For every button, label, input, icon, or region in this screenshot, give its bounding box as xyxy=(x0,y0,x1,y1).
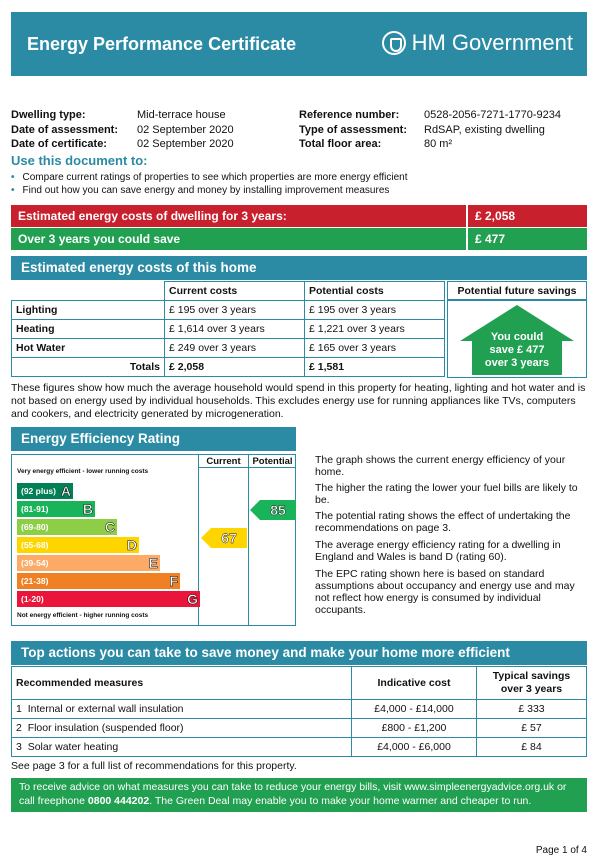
saving-cell: £ 57 xyxy=(477,719,587,738)
cost-cell: £800 - £1,200 xyxy=(352,719,477,738)
current-column-header: Current xyxy=(206,456,241,467)
rating-chart xyxy=(11,454,296,626)
band-f xyxy=(17,573,180,589)
page-title: Energy Performance Certificate xyxy=(27,34,297,54)
measure-cell xyxy=(12,719,352,738)
floor-area-label: Total floor area: xyxy=(299,138,382,150)
house-line: save £ 477 xyxy=(489,344,545,356)
row-label: Heating xyxy=(12,320,165,339)
totals-row xyxy=(12,358,445,377)
advice-footer xyxy=(11,778,587,812)
costs-table xyxy=(11,281,445,377)
row-label: Hot Water xyxy=(12,339,165,358)
saving-cell: £ 84 xyxy=(477,738,587,757)
savings-header xyxy=(477,667,587,700)
saving-cell: £ 333 xyxy=(477,700,587,719)
cost-cell: £4,000 - £14,000 xyxy=(352,700,477,719)
use-bullet xyxy=(11,172,408,183)
measure-number: 3 xyxy=(16,741,22,753)
advice-text: To receive advice on what measures you can take to reduce your energy bills, visit www.simpleenergyadvice.org.uk or call freephone xyxy=(19,781,567,807)
estimated-cost-label: Estimated energy costs of dwelling for 3 years: xyxy=(18,209,287,223)
bullet-icon: • xyxy=(11,185,15,196)
cost-header: Indicative cost xyxy=(352,667,477,700)
band-range: (1-20) xyxy=(21,594,44,604)
hm-government-logo xyxy=(382,30,573,56)
use-bullet xyxy=(11,185,389,196)
band-g xyxy=(17,591,200,607)
meta-values-right xyxy=(424,108,589,152)
potential-column-header: Potential xyxy=(252,456,293,467)
savings-bar xyxy=(11,228,587,250)
potential-cost-cell: £ 195 over 3 years xyxy=(305,301,445,320)
measure-text: Internal or external wall insulation xyxy=(27,703,184,715)
savings-label: Over 3 years you could save xyxy=(18,232,181,246)
divider xyxy=(198,467,296,468)
meta-labels-left xyxy=(11,108,136,152)
band-d xyxy=(17,537,139,553)
band-letter: B xyxy=(82,501,93,517)
house-line: over 3 years xyxy=(484,357,550,369)
use-bullet-text: Find out how you can save energy and money by installing improvement measures xyxy=(22,185,390,196)
potential-rating-value: 85 xyxy=(270,502,286,518)
savings-header-line: over 3 years xyxy=(500,683,563,695)
band-range: (39-54) xyxy=(21,558,49,568)
actions-heading: Top actions you can take to save money and make your home more efficient xyxy=(11,641,587,665)
use-heading: Use this document to: xyxy=(11,153,148,168)
band-range: (92 plus) xyxy=(21,486,56,496)
band-a xyxy=(17,483,73,499)
rating-text: The average energy efficiency rating for a dwelling in England and Wales is band D (rating 60). xyxy=(315,539,561,563)
table-row xyxy=(12,320,445,339)
cost-cell: £4,000 - £6,000 xyxy=(352,738,477,757)
rating-text: The EPC rating shown here is based on standard assumptions about occupancy and energy use and may not reflect how energy is consumed by individual occupants. xyxy=(315,568,575,616)
table-row xyxy=(12,339,445,358)
table-row xyxy=(12,301,445,320)
current-rating-value: 67 xyxy=(221,530,237,546)
top-note: Very energy efficient - lower running costs xyxy=(17,468,149,475)
estimated-cost-bar xyxy=(11,205,587,227)
potential-costs-header: Potential costs xyxy=(305,282,445,301)
rating-text: The potential rating shows the effect of undertaking the recommendations on page 3. xyxy=(315,510,571,534)
measure-text: Floor insulation (suspended floor) xyxy=(27,722,184,734)
dwelling-type-value: Mid-terrace house xyxy=(137,109,226,121)
current-cost-cell: £ 249 over 3 years xyxy=(165,339,305,358)
totals-label: Totals xyxy=(12,358,165,377)
see-page-note: See page 3 for a full list of recommendations for this property. xyxy=(11,760,297,772)
date-certificate-value: 02 September 2020 xyxy=(137,138,234,150)
future-savings-cell xyxy=(447,300,587,378)
row-label: Lighting xyxy=(12,301,165,320)
band-e xyxy=(17,555,160,571)
house-savings-text xyxy=(448,331,586,370)
house-line: You could xyxy=(490,331,544,343)
measure-cell xyxy=(12,738,352,757)
assessment-type-value: RdSAP, existing dwelling xyxy=(424,123,545,136)
measure-cell xyxy=(12,700,352,719)
reference-value: 0528-2056-7271-1770-9234 xyxy=(424,109,562,121)
measure-number: 2 xyxy=(16,722,22,734)
band-b xyxy=(17,501,95,517)
use-bullet-text: Compare current ratings of properties to see which properties are more energy efficient xyxy=(22,172,408,183)
table-row xyxy=(12,738,587,757)
royal-crest-icon xyxy=(382,31,406,55)
blank-header-cell xyxy=(12,282,165,301)
costs-heading: Estimated energy costs of this home xyxy=(11,256,587,280)
measures-header: Recommended measures xyxy=(12,667,352,700)
band-range: (55-68) xyxy=(21,540,49,550)
header-banner xyxy=(11,12,587,76)
advice-text: . The Green Deal may enable you to make your home warmer and cheaper to run. xyxy=(149,795,532,807)
band-range: (69-80) xyxy=(21,522,49,532)
total-current-cell: £ 2,058 xyxy=(165,358,305,377)
current-costs-header: Current costs xyxy=(165,282,305,301)
divider xyxy=(466,205,468,227)
table-row xyxy=(12,719,587,738)
band-letter: D xyxy=(126,537,137,553)
freephone-number[interactable]: 0800 444202 xyxy=(87,795,150,807)
page-number: Page 1 of 4 xyxy=(535,845,587,856)
bullet-icon: • xyxy=(11,172,15,183)
current-cost-cell: £ 1,614 over 3 years xyxy=(165,320,305,339)
future-savings-header: Potential future savings xyxy=(447,281,587,300)
band-letter: F xyxy=(169,573,178,589)
band-letter: G xyxy=(187,591,198,607)
band-range: (21-38) xyxy=(21,576,49,586)
reference-label: Reference number: xyxy=(299,109,400,121)
band-letter: E xyxy=(148,555,158,571)
table-header-row xyxy=(12,282,445,301)
dwelling-type-label: Dwelling type: xyxy=(11,109,86,121)
measure-text: Solar water heating xyxy=(27,741,119,753)
date-certificate-label: Date of certificate: xyxy=(11,138,107,150)
date-assessment-value: 02 September 2020 xyxy=(137,123,234,136)
savings-value: £ 477 xyxy=(475,232,506,246)
band-range: (81-91) xyxy=(21,504,49,514)
costs-note: These figures show how much the average household would spend in this property for heating, lighting and hot water and is not based on energy used by individual households. This excludes energy use for running appliances like TVs, computers and cookers, and electricity generated by microgeneration. xyxy=(11,382,586,420)
band-letter: A xyxy=(60,483,71,499)
actions-table xyxy=(11,666,587,757)
rating-text: The graph shows the current energy efficiency of your home. xyxy=(315,454,566,478)
meta-values-left xyxy=(137,108,287,152)
rating-text: The higher the rating the lower your fuel bills are likely to be. xyxy=(315,482,578,506)
savings-header-line: Typical savings xyxy=(492,670,571,682)
estimated-cost-value: £ 2,058 xyxy=(475,209,516,223)
divider xyxy=(248,455,249,625)
potential-cost-cell: £ 165 over 3 years xyxy=(305,339,445,358)
band-letter: C xyxy=(104,519,115,535)
total-potential-cell: £ 1,581 xyxy=(305,358,445,377)
assessment-type-label: Type of assessment: xyxy=(299,123,408,136)
table-header-row xyxy=(12,667,587,700)
table-row xyxy=(12,700,587,719)
date-assessment-label: Date of assessment: xyxy=(11,123,118,136)
floor-area-value: 80 m² xyxy=(424,138,453,150)
meta-labels-right xyxy=(299,108,424,152)
current-cost-cell: £ 195 over 3 years xyxy=(165,301,305,320)
potential-cost-cell: £ 1,221 over 3 years xyxy=(305,320,445,339)
hm-government-text: HM Government xyxy=(411,30,573,55)
divider xyxy=(466,228,468,250)
measure-number: 1 xyxy=(16,703,22,715)
rating-heading: Energy Efficiency Rating xyxy=(11,427,296,451)
band-c xyxy=(17,519,117,535)
bottom-note: Not energy efficient - higher running costs xyxy=(17,612,149,619)
